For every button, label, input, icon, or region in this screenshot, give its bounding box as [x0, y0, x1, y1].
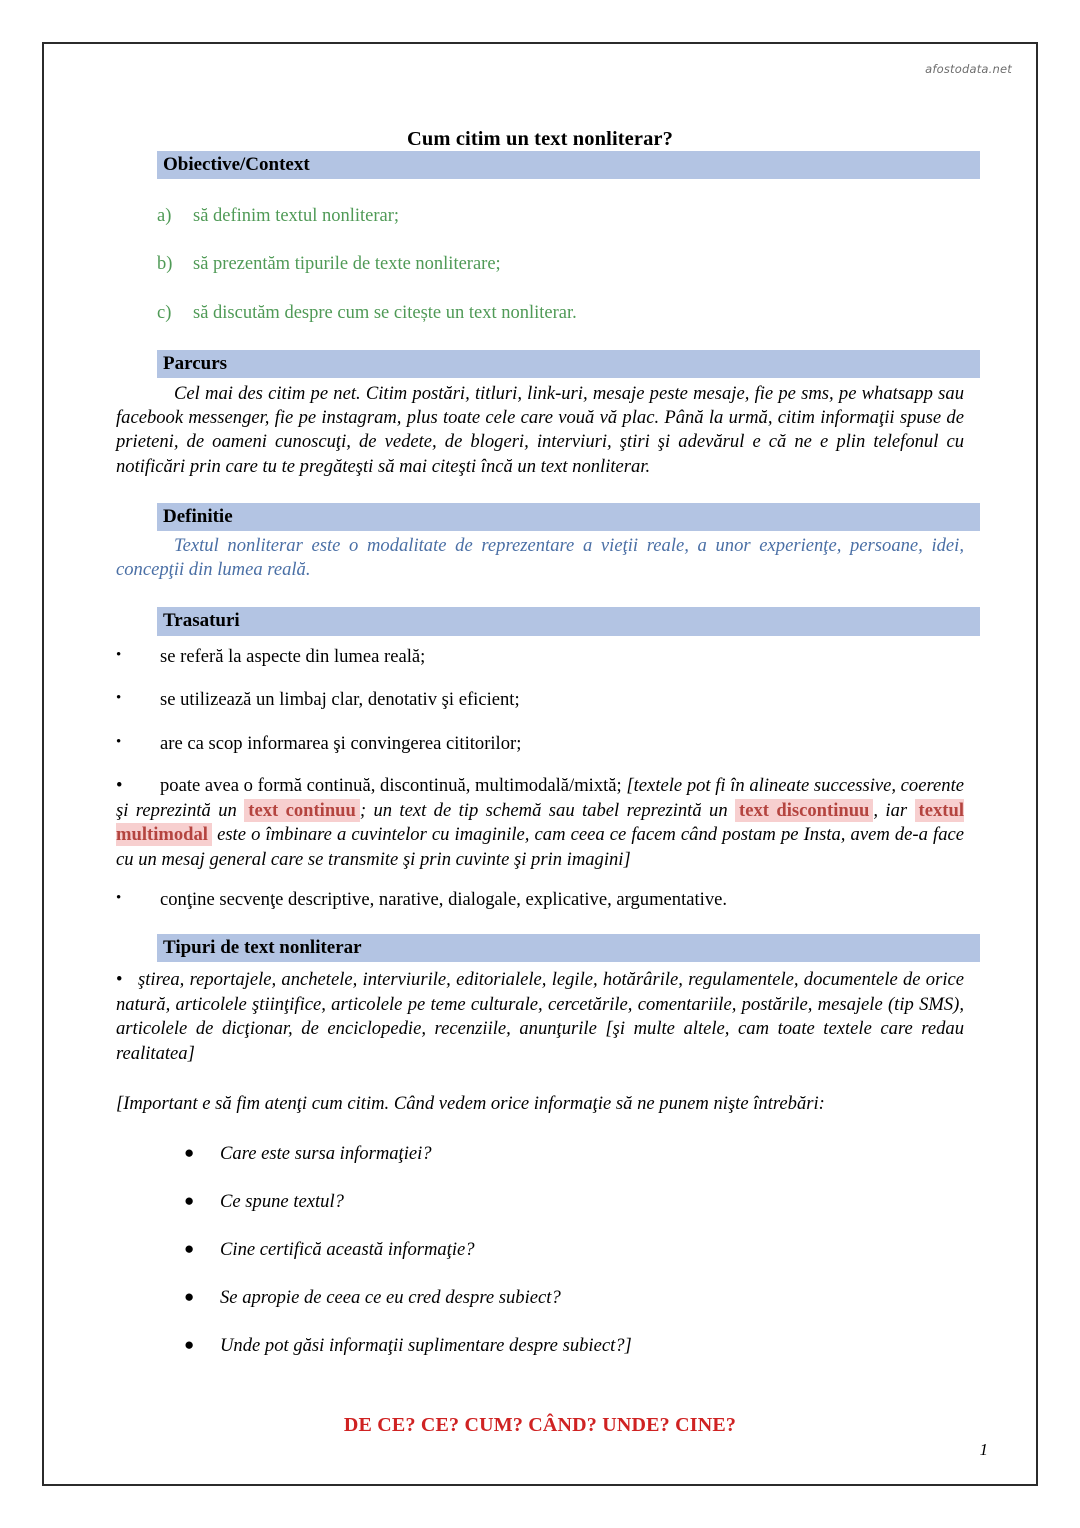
- objective-text: să prezentăm tipurile de texte nonliterare;: [193, 254, 501, 275]
- bullet-glyph-icon: •: [116, 690, 122, 707]
- section-header-trasaturi: Trasaturi: [157, 607, 980, 635]
- footer-questions-heading: DE CE? CE? CUM? CÂND? UNDE? CINE?: [343, 1413, 737, 1436]
- tipuri-text: ştirea, reportajele, anchetele, interviurile, editorialele, legile, hotărârile, regulamentele, documentele de orice natură, articolele ştiinţifice, articolele pe teme culturale, cercetările, comentariile, postările, mesajele (tip SMS), articolele de dicţionar, de enciclopedie, recenziile, anunţurile [şi multe altele, cam toate textele care redau realitatea]: [116, 969, 964, 1064]
- forma-part3: ; un text de tip schemă sau tabel reprezintă un: [359, 799, 728, 821]
- trasatura-item: [116, 732, 964, 756]
- intrebare-item: [184, 1286, 1036, 1309]
- trasatura-text: are ca scop informarea şi convingerea cititorilor;: [160, 733, 522, 755]
- intrebare-item: [184, 1190, 1036, 1213]
- parcurs-paragraph: Cel mai des citim pe net. Citim postări, titluri, link-uri, mesaje peste mesaje, fie pe sms, pe whatsapp sau facebook messenger, fie pe instagram, plus toate cele care vouă vă plac. Până la urmă, citim informaţii spuse de prieteni, de oameni cunoscuţi, de vedete, de blogeri, interviuri, ştiri şi adevărul e că ne e plin telefonul cu notificări prin care tu te pregăteşti să mai citeşti încă un text nonliterar.: [116, 383, 964, 477]
- trasatura-text: conţine secvenţe descriptive, narative, dialogale, explicative, argumentative.: [160, 889, 728, 911]
- intrebare-item: [184, 1142, 1036, 1165]
- forma-part5: este o îmbinare a cuvintelor cu imaginile, cam ceea ce facem când postam pe Insta, avem de-a face cu un mesaj general care se transmite şi prin cuvinte şi prin imagini]: [116, 824, 964, 870]
- trasatura-item: [116, 688, 964, 712]
- bullet-glyph-icon: ●: [184, 1190, 195, 1210]
- bullet-glyph-icon: •: [116, 646, 122, 663]
- highlight-text-discontinuu: text discontinuu: [735, 799, 873, 822]
- page-title: Cum citim un text nonliterar?: [407, 128, 673, 150]
- tipuri-paragraph: [116, 968, 964, 1066]
- bullet-glyph-icon: •: [116, 890, 122, 907]
- section-header-definitie: Definitie: [157, 503, 980, 531]
- objective-item: [157, 253, 1036, 275]
- watermark-label: afostodata.net: [925, 62, 1012, 76]
- intrebare-text: Unde pot găsi informaţii suplimentare despre subiect?]: [220, 1335, 632, 1357]
- intrebare-item: [184, 1334, 1036, 1357]
- section-header-objectives: Obiective/Context: [157, 151, 980, 179]
- page-number: 1: [979, 1440, 988, 1459]
- bullet-glyph-icon: ●: [184, 1239, 195, 1258]
- trasatura-text: se utilizează un limbaj clar, denotativ şi eficient;: [160, 689, 520, 711]
- forma-part2: [textele pot fi în alineate successive, coerente şi reprezintă un: [116, 775, 964, 821]
- objective-marker: c): [157, 302, 172, 323]
- document-page: [42, 42, 1038, 1486]
- bullet-glyph-icon: ●: [184, 1335, 195, 1355]
- objective-marker: a): [157, 206, 172, 227]
- intrebare-text: Ce spune textul?: [220, 1190, 344, 1212]
- intrebare-text: Care este sursa informaţiei?: [220, 1142, 432, 1164]
- bullet-glyph-icon: •: [116, 734, 122, 751]
- objective-item: [157, 205, 1036, 227]
- intrebare-item: [184, 1238, 1036, 1261]
- forma-part4: , iar: [873, 799, 908, 821]
- objective-text: să discutăm despre cum se citește un text nonliterar.: [193, 302, 577, 323]
- bullet-glyph-icon: ●: [184, 1287, 195, 1307]
- forma-part1: poate avea o formă continuă, discontinuă, multimodală/mixtă;: [160, 775, 622, 797]
- trasatura-item: [116, 645, 964, 669]
- section-header-tipuri: Tipuri de text nonliterar: [157, 934, 980, 962]
- bullet-glyph-icon: •: [116, 775, 123, 797]
- highlight-textul-multimodal: textul multimodal: [116, 799, 964, 846]
- page-content: [44, 44, 1036, 1484]
- highlight-text-continuu: text continuu: [244, 799, 360, 822]
- section-header-parcurs: Parcurs: [157, 350, 980, 378]
- trasatura-forma-paragraph: [116, 774, 964, 872]
- objective-item: [157, 302, 1036, 324]
- intrebare-text: Cine certifică această informaţie?: [220, 1239, 475, 1260]
- objective-marker: b): [157, 254, 173, 275]
- definitie-paragraph: Textul nonliterar este o modalitate de reprezentare a vieţii reale, a unor experienţe, persoane, idei, concepţii din lumea reală.: [116, 535, 964, 581]
- objective-text: să definim textul nonliterar;: [193, 206, 400, 227]
- intrebari-intro: [Important e să fim atenţi cum citim. Când vedem orice informaţie să ne punem nişte întrebări:: [116, 1093, 825, 1115]
- bullet-glyph-icon: ●: [184, 1142, 195, 1162]
- bullet-glyph-icon: •: [116, 969, 123, 991]
- trasatura-item: [116, 888, 964, 912]
- trasatura-text: se referă la aspecte din lumea reală;: [160, 645, 426, 667]
- intrebare-text: Se apropie de ceea ce eu cred despre subiect?: [220, 1287, 561, 1309]
